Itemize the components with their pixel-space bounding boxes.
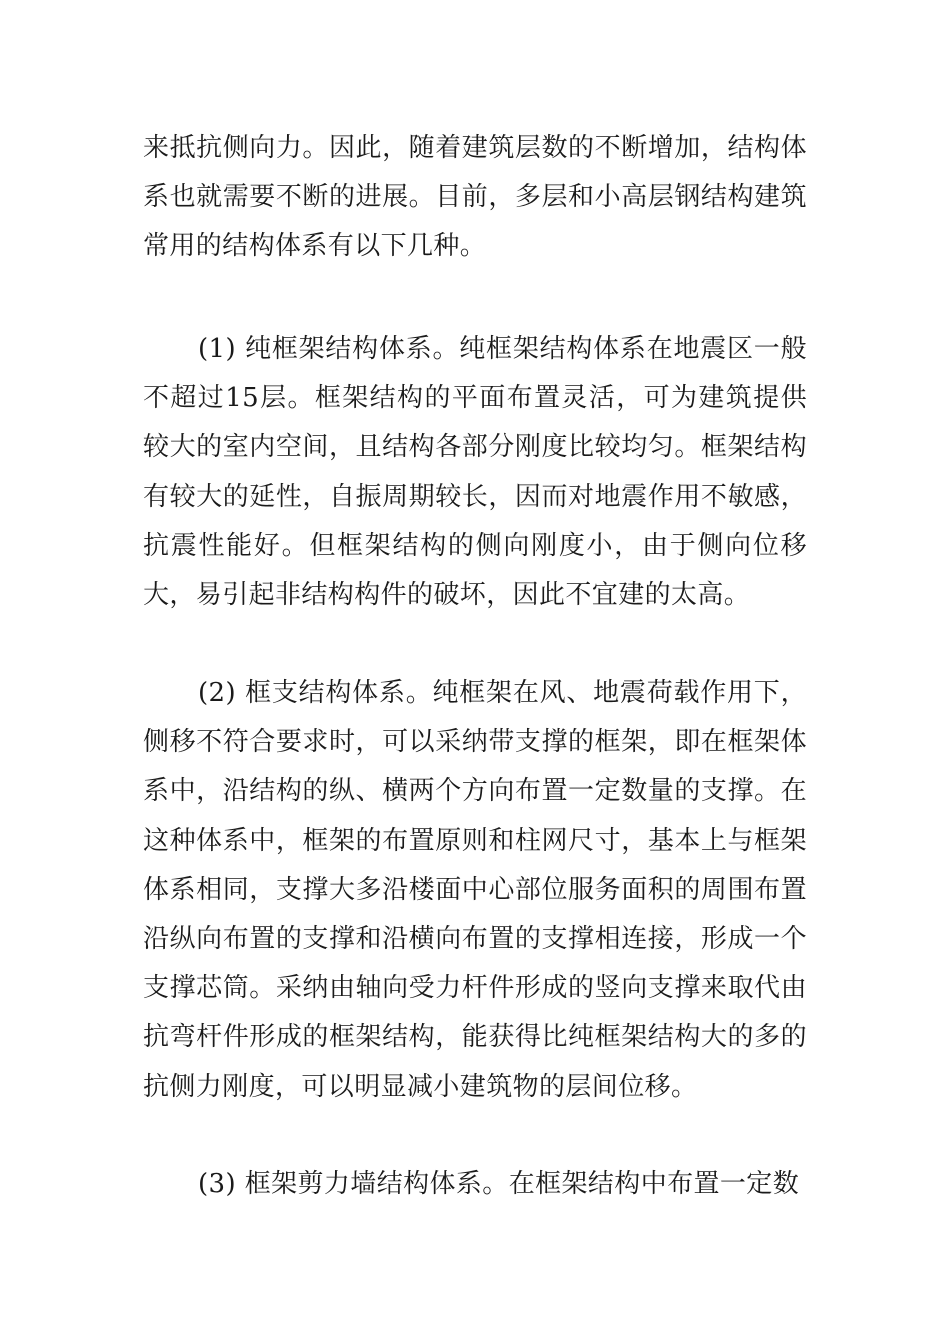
paragraph-continuation: 来抵抗侧向力。因此，随着建筑层数的不断增加，结构体系也就需要不断的进展。目前，多层和小高层钢结构建筑常用的结构体系有以下几种。 <box>143 133 807 262</box>
paragraph-pure-frame-system: (1) 纯框架结构体系。纯框架结构体系在地震区一般不超过15层。框架结构的平面布置灵活，可为建筑提供较大的室内空间，且结构各部分刚度比较均匀。框架结构有较大的延性，自振周期较长，因而对地震作用不敏感，抗震性能好。但框架结构的侧向刚度小，由于侧向位移大，易引起非结构构件的破坏，因此不宜建的太高。 <box>143 334 807 611</box>
paragraph-braced-frame-system: (2) 框支结构体系。纯框架在风、地震荷载作用下，侧移不符合要求时，可以采纳带支撑的框架，即在框架体系中，沿结构的纵、横两个方向布置一定数量的支撑。在这种体系中，框架的布置原则和柱网尺寸，基本上与框架体系相同，支撑大多沿楼面中心部位服务面积的周围布置沿纵向布置的支撑和沿横向布置的支撑相连接，形成一个支撑芯筒。采纳由轴向受力杆件形成的竖向支撑来取代由抗弯杆件形成的框架结构，能获得比纯框架结构大的多的抗侧力刚度，可以明显减小建筑物的层间位移。 <box>143 678 807 1102</box>
paragraph-frame-shear-wall-system: (3) 框架剪力墙结构体系。在框架结构中布置一定数 <box>198 1169 800 1199</box>
